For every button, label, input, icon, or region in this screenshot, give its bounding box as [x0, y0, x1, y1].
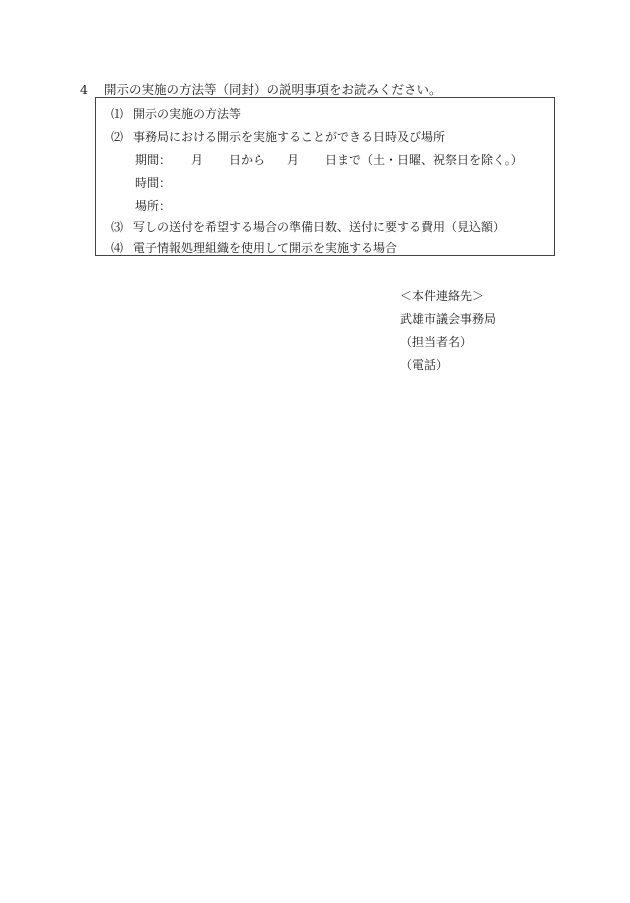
period-label: 期間：	[135, 153, 172, 167]
item-text: 写しの送付を希望する場合の準備日数、送付に要する費用（見込額）	[133, 220, 506, 234]
item-marker: ⑷	[111, 241, 124, 255]
place-row	[135, 197, 191, 214]
section-number: 4	[80, 82, 88, 97]
period-row	[135, 151, 523, 168]
time-label: 時間：	[135, 176, 172, 190]
place-label: 場所：	[135, 199, 172, 213]
item-method	[111, 105, 241, 122]
item-text: 開示の実施の方法等	[133, 107, 242, 121]
item-marker: ⑴	[111, 107, 124, 121]
item-electronic	[111, 239, 397, 256]
section-title: 開示の実施の方法等（同封）の説明事項をお読みください。	[104, 82, 442, 97]
item-copy-delivery	[111, 218, 505, 235]
contact-phone: （電話）	[400, 358, 449, 372]
time-row	[135, 174, 191, 191]
period-month-start: 月	[191, 153, 204, 167]
contact-office: 武雄市議会事務局	[400, 312, 497, 326]
item-text: 事務局における開示を実施することができる日時及び場所	[133, 130, 446, 144]
item-schedule-place	[111, 128, 445, 145]
item-marker: ⑵	[111, 130, 124, 144]
period-day-until: 日まで（土・日曜、祝祭日を除く。）	[325, 153, 523, 167]
disclosure-details-box	[95, 97, 555, 256]
period-day-from: 日から	[229, 153, 266, 167]
contact-person: （担当者名）	[400, 335, 473, 349]
period-month-end: 月	[287, 153, 300, 167]
contact-block	[400, 285, 496, 377]
contact-heading: ＜本件連絡先＞	[400, 289, 485, 303]
item-text: 電子情報処理組織を使用して開示を実施する場合	[133, 241, 398, 255]
section-heading	[80, 80, 442, 98]
item-marker: ⑶	[111, 220, 124, 234]
